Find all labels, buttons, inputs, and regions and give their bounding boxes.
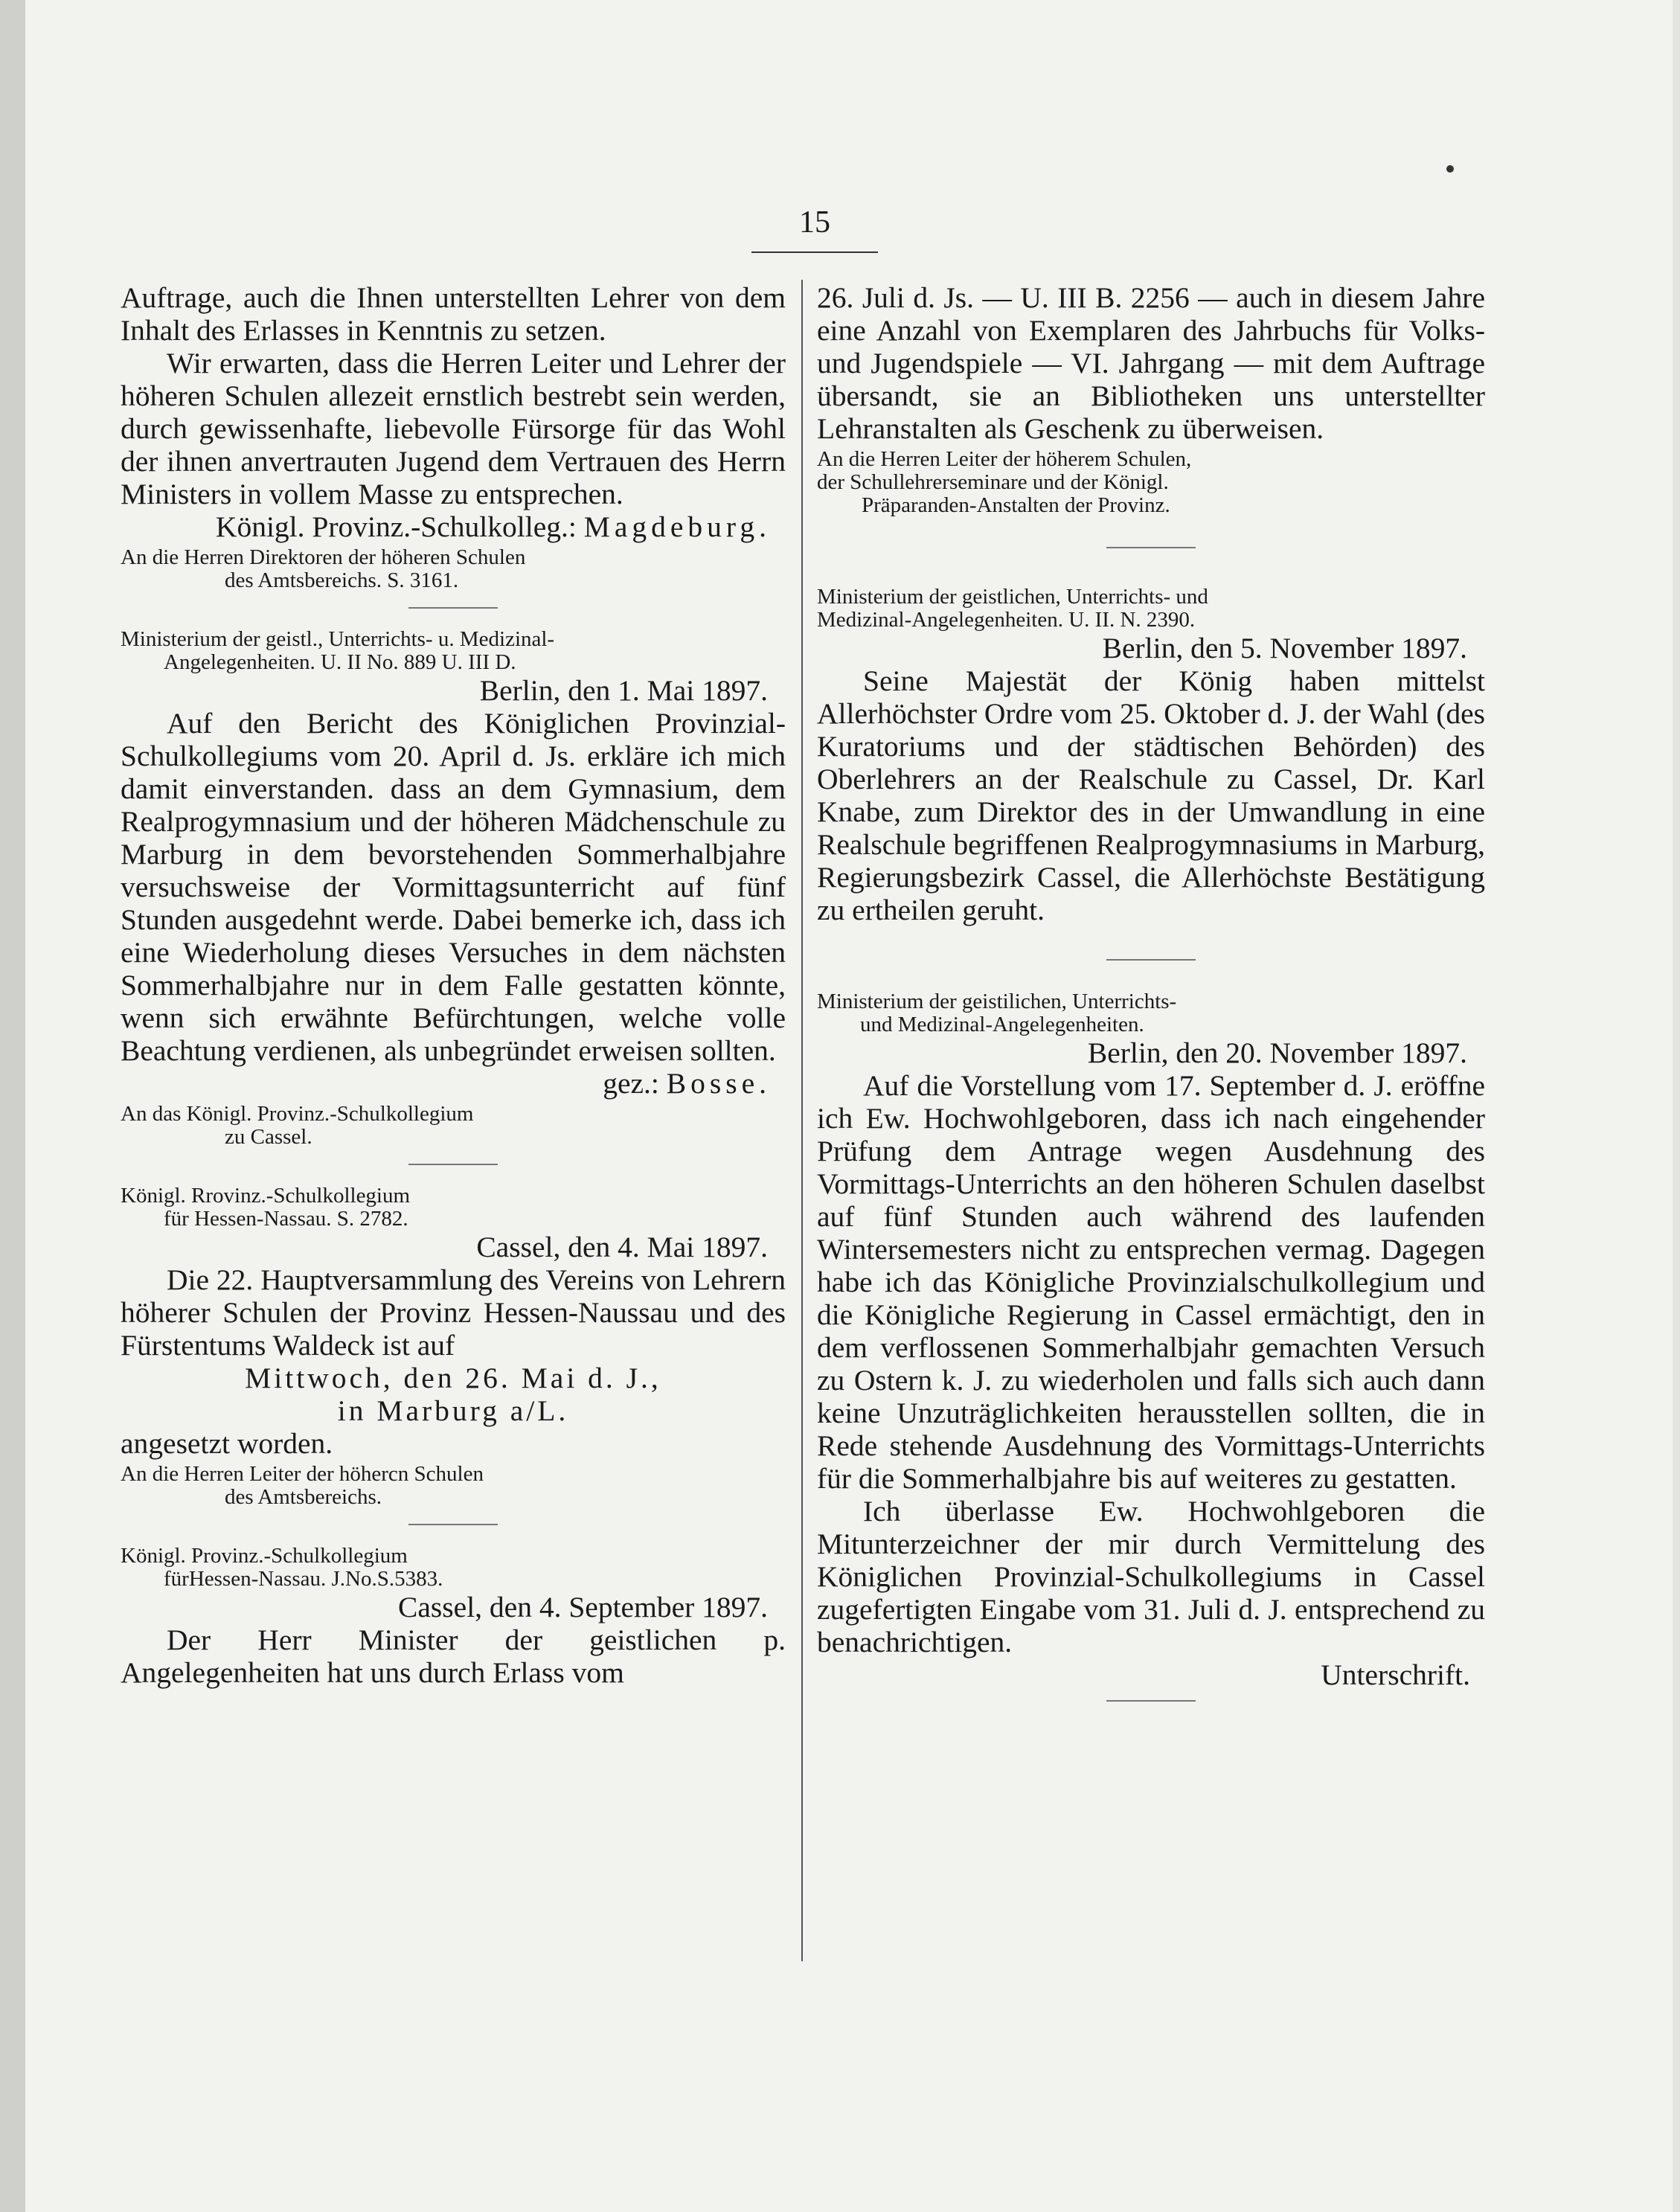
addressee-line: An die Herren Leiter der höhercn Schulen: [121, 1462, 484, 1486]
section-separator: [408, 1164, 498, 1165]
signature-city: Magdeburg.: [583, 510, 771, 543]
right-column: [817, 281, 1485, 1721]
header-line: Medizinal-Angelegenheiten. U. II. N. 2390.: [817, 608, 1196, 632]
addressee-line: An das Königl. Provinz.-Schulkollegium: [121, 1102, 474, 1126]
addressee-line: des Amtsbereichs.: [225, 1485, 382, 1509]
dateline: Berlin, den 20. November 1897.: [1087, 1036, 1467, 1069]
section-header: [121, 628, 786, 674]
paragraph: Ich überlasse Ew. Hochwohlgeboren die Mitunterzeichner der mir durch Vermittelung des Königlichen Provinzial-Schulkollegiums in Cassel zugefertigten Eingabe vom 31. Juli d. J. entsprechend zu benachrichtigen.: [817, 1495, 1485, 1658]
header-line: Königl. Provinz.-Schulkollegium: [121, 1544, 408, 1568]
paragraph: Die 22. Hauptversammlung des Vereins von Lehrern höherer Schulen der Provinz Hessen-Naussau und des Fürstentums Waldeck ist auf: [121, 1263, 786, 1362]
section-separator: [1106, 547, 1196, 548]
scan-edge-left: [0, 0, 25, 2212]
dateline: Berlin, den 1. Mai 1897.: [479, 674, 768, 707]
section-header: [817, 586, 1485, 632]
addressee: [121, 1103, 786, 1149]
centered-line: Mittwoch, den 26. Mai d. J.,: [245, 1362, 661, 1394]
paragraph: Auf den Bericht des Königlichen Provinzial-Schulkollegiums vom 20. April d. Js. erkläre ich mich damit einverstanden. dass an dem Gymnasium, dem Realprogymnasium und der höheren Mädchenschule zu Marburg in dem bevorstehenden Sommerhalbjahre versuchsweise der Vormittagsunterricht auf fünf Stunden ausgedehnt werde. Dabei bemerke ich, dass ich eine Wiederholung dieses Versuches in dem nächsten Sommerhalbjahre nur in dem Falle gestatten könnte, wenn sich erwähnte Befürchtungen, welche volle Beachtung verdienen, als unbegründet erweisen sollten.: [121, 707, 786, 1067]
addressee: [817, 448, 1485, 517]
addressee-line: An die Herren Leiter der höherem Schulen,: [817, 447, 1192, 471]
header-line: fürHessen-Nassau. J.No.S.5383.: [164, 1567, 443, 1591]
signature-name: Bosse.: [666, 1067, 771, 1100]
dateline: Cassel, den 4. Mai 1897.: [476, 1231, 768, 1263]
page-number-rule: [751, 251, 878, 253]
header-line: Ministerium der geistlichen, Unterrichts- und: [817, 585, 1208, 609]
page-number: 15: [799, 205, 830, 240]
header-line: und Medizinal-Angelegenheiten.: [860, 1013, 1144, 1036]
addressee: [121, 1463, 786, 1509]
signature-prefix: gez.:: [603, 1067, 667, 1100]
signature-unterschrift: Unterschrift.: [1321, 1658, 1470, 1691]
paragraph: Seine Majestät der König haben mittelst Allerhöchster Ordre vom 25. Oktober d. J. der Wahl (des Kuratoriums und der städtischen Behörden) des Oberlehrers an der Realschule zu Cassel, Dr. Karl Knabe, zum Direktor des in der Umwandlung in eine Realschule begriffenen Realprogymnasiums in Marburg, Regierungsbezirk Cassel, die Allerhöchste Bestätigung zu ertheilen geruht.: [817, 664, 1485, 926]
header-line: Königl. Rrovinz.-Schulkollegium: [121, 1184, 411, 1208]
column-divider: [801, 280, 803, 1961]
centered-line: in Marburg a/L.: [337, 1394, 569, 1427]
section-separator: [1106, 1700, 1196, 1702]
paragraph: Der Herr Minister der geistlichen p. Angelegenheiten hat uns durch Erlass vom: [121, 1623, 786, 1689]
paragraph: 26. Juli d. Js. — U. III B. 2256 — auch in diesem Jahre eine Anzahl von Exemplaren des Jahrbuchs für Volks- und Jugendspiele — VI. Jahrgang — mit dem Auftrage übersandt, sie an Bibliotheken uns unterstellter Lehranstalten als Geschenk zu überweisen.: [817, 281, 1485, 445]
section-separator: [408, 607, 498, 609]
section-separator: [1106, 959, 1196, 961]
addressee-line: zu Cassel.: [225, 1125, 312, 1149]
section-header: [121, 1545, 786, 1591]
header-line: Ministerium der geistilichen, Unterrichts-: [817, 990, 1177, 1013]
addressee-line: des Amtsbereichs. S. 3161.: [225, 568, 459, 592]
signature-bosse: [121, 1067, 786, 1100]
section-separator: [408, 1524, 498, 1525]
header-line: Ministerium der geistl., Unterrichts- u. Medizinal-: [121, 627, 555, 651]
addressee-line: der Schullehrerseminare und der Königl.: [817, 470, 1169, 494]
addressee: [121, 546, 786, 592]
paragraph: Auftrage, auch die Ihnen unterstellten Lehrer von dem Inhalt des Erlasses in Kenntnis zu setzen.: [121, 281, 786, 347]
section-header: [817, 990, 1485, 1036]
section-header: [121, 1184, 786, 1231]
ink-dot: [1446, 165, 1454, 173]
dateline: Cassel, den 4. September 1897.: [398, 1591, 768, 1623]
paragraph: Auf die Vorstellung vom 17. September d. J. eröffne ich Ew. Hochwohlgeboren, dass ich nach eingehender Prüfung dem Antrage wegen Ausdehnung des Vormittags-Unterrichts an den höheren Schulen daselbst auf fünf Stunden auch während des laufenden Wintersemesters nicht zu entsprechen vermag. Dagegen habe ich das Königliche Provinzialschulkollegium und die Königliche Regierung in Cassel ermächtigt, den in dem verflossenen Sommerhalbjahr gemachten Versuch zu Ostern k. J. zu wiederholen und falls sich auch dann keine Unzuträglichkeiten herausstellen sollten, die in Rede stehende Ausdehnung des Vormittags-Unterrichts für die Sommerhalbjahre bis auf weiteres zu gestatten.: [817, 1069, 1485, 1495]
scan-edge-right: [1673, 0, 1680, 2212]
addressee-line: An die Herren Direktoren der höheren Schulen: [121, 545, 526, 569]
paragraph: Wir erwarten, dass die Herren Leiter und Lehrer der höheren Schulen allezeit ernstlich bestrebt sein werden, durch gewissenhafte, liebevolle Fürsorge für das Wohl der ihnen anvertrauten Jugend dem Vertrauen des Herrn Ministers in vollem Masse zu entsprechen.: [121, 347, 786, 510]
dateline: Berlin, den 5. November 1897.: [1102, 632, 1467, 664]
left-column: [121, 281, 786, 1689]
addressee-line: Präparanden-Anstalten der Provinz.: [862, 493, 1170, 517]
header-line: für Hessen-Nassau. S. 2782.: [164, 1207, 408, 1231]
signature-magdeburg: [121, 510, 786, 543]
paragraph: angesetzt worden.: [121, 1427, 333, 1460]
signature-prefix: Königl. Provinz.-Schulkolleg.:: [215, 510, 584, 543]
header-line: Angelegenheiten. U. II No. 889 U. III D.: [164, 650, 516, 674]
